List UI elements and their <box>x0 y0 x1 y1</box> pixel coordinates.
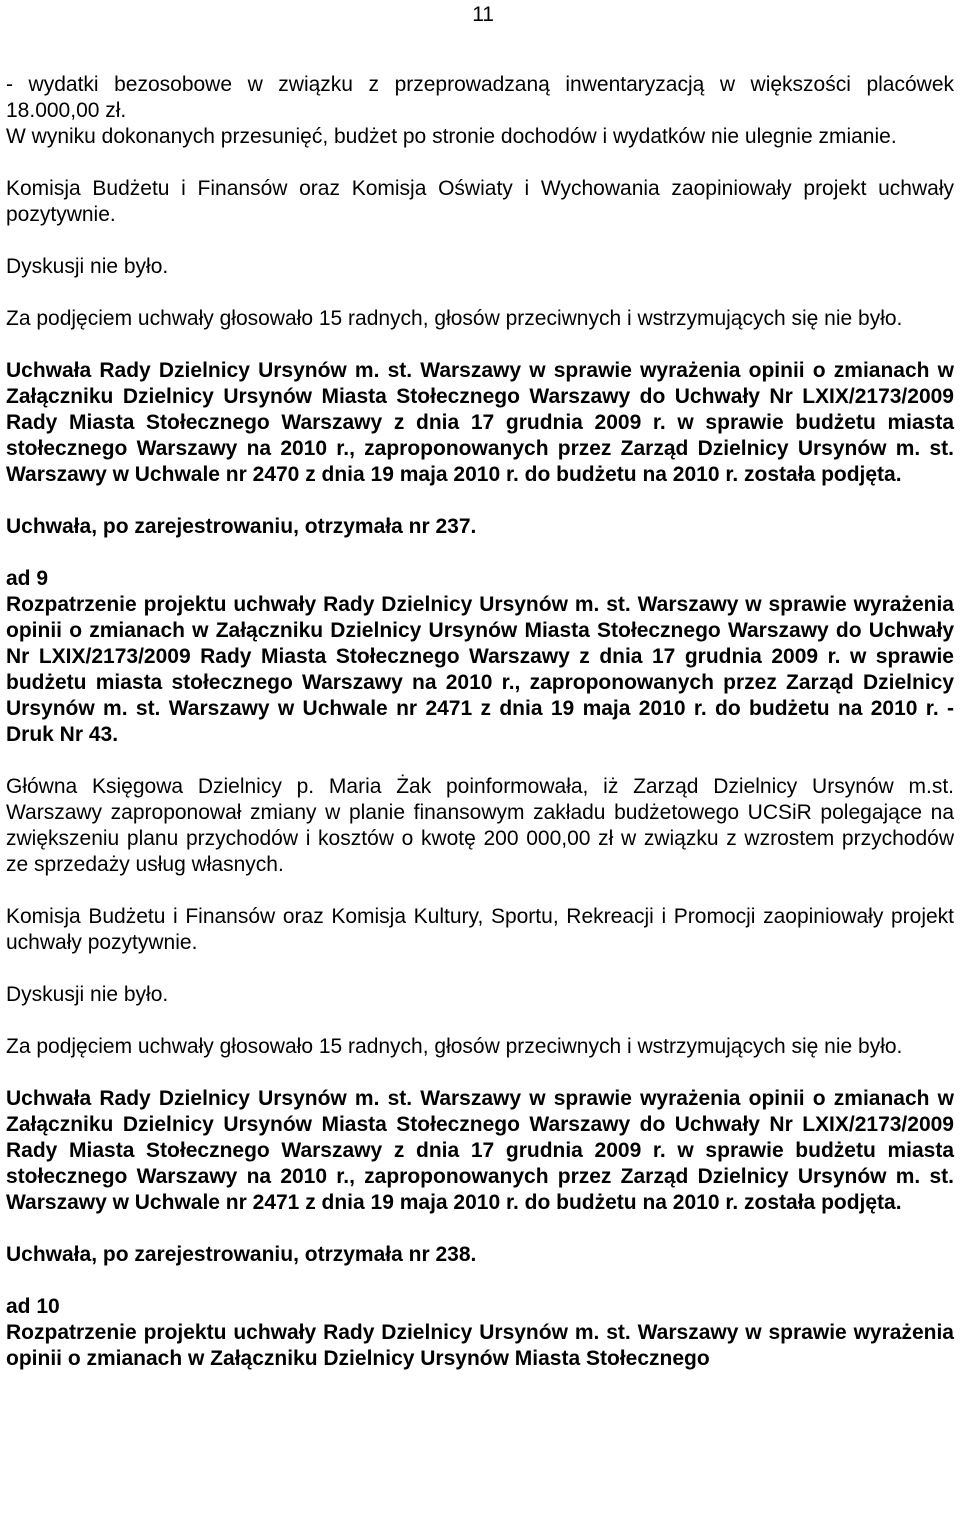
page-number: 11 <box>472 3 494 26</box>
committee-opinion: Komisja Budżetu i Finansów oraz Komisja Kultury, Sportu, Rekreacji i Promocji zaopiniowały projekt uchwały pozytywnie. <box>6 905 954 954</box>
intro-budget-line: W wyniku dokonanych przesunięć, budżet po stronie dochodów i wydatków nie ulegnie zmianie. <box>6 125 897 148</box>
resolution-number: Uchwała, po zarejestrowaniu, otrzymała nr 237. <box>6 515 477 538</box>
resolution-number: Uchwała, po zarejestrowaniu, otrzymała nr 238. <box>6 1243 477 1266</box>
resolution-text: Uchwała Rady Dzielnicy Ursynów m. st. Warszawy w sprawie wyrażenia opinii o zmianach w Załączniku Dzielnicy Ursynów Miasta Stołecznego Warszawy do Uchwały Nr LXIX/2173/2009 Rady Miasta Stołecznego Warszawy z dnia 17 grudnia 2009 r. w sprawie budżetu miasta stołecznego Warszawy na 2010 r., zaproponowanych przez Zarząd Dzielnicy Ursynów m. st. Warszawy w Uchwale nr 2471 z dnia 19 maja 2010 r. do budżetu na 2010 r. została podjęta. <box>6 1087 954 1214</box>
committee-opinion: Komisja Budżetu i Finansów oraz Komisja Oświaty i Wychowania zaopiniowały projekt uchwały pozytywnie. <box>6 177 954 226</box>
vote-result: Za podjęciem uchwały głosowało 15 radnych, głosów przeciwnych i wstrzymujących się nie było. <box>6 307 903 330</box>
agenda-title-ad9: Rozpatrzenie projektu uchwały Rady Dzielnicy Ursynów m. st. Warszawy w sprawie wyrażenia opinii o zmianach w Załączniku Dzielnicy Ursynów Miasta Stołecznego Warszawy do Uchwały Nr LXIX/2173/2009 Rady Miasta Stołecznego Warszawy z dnia 17 grudnia 2009 r. w sprawie budżetu miasta stołecznego Warszawy na 2010 r., zaproponowanych przez Zarząd Dzielnicy Ursynów m. st. Warszawy w Uchwale nr 2471 z dnia 19 maja 2010 r. do budżetu na 2010 r. - Druk Nr 43. <box>6 593 954 746</box>
accountant-info: Główna Księgowa Dzielnicy p. Maria Żak poinformowała, iż Zarząd Dzielnicy Ursynów m.st. Warszawy zaproponował zmiany w planie finansowym zakładu budżetowego UCSiR polegające na zwiększeniu planu przychodów i kosztów o kwotę 200 000,00 zł w związku z wzrostem przychodów ze sprzedaży usług własnych. <box>6 775 954 876</box>
intro-expense-line: - wydatki bezosobowe w związku z przeprowadzaną inwentaryzacją w większości placówek 18.000,00 zł. <box>6 73 954 122</box>
discussion-note: Dyskusji nie było. <box>6 255 169 278</box>
agenda-heading-ad10: ad 10 <box>6 1295 60 1318</box>
discussion-note: Dyskusji nie było. <box>6 983 169 1006</box>
agenda-heading-ad9: ad 9 <box>6 567 49 590</box>
document-body <box>6 72 954 1372</box>
vote-result: Za podjęciem uchwały głosowało 15 radnych, głosów przeciwnych i wstrzymujących się nie było. <box>6 1035 903 1058</box>
agenda-title-ad10: Rozpatrzenie projektu uchwały Rady Dzielnicy Ursynów m. st. Warszawy w sprawie wyrażenia opinii o zmianach w Załączniku Dzielnicy Ursynów Miasta Stołecznego <box>6 1321 954 1370</box>
resolution-text: Uchwała Rady Dzielnicy Ursynów m. st. Warszawy w sprawie wyrażenia opinii o zmianach w Załączniku Dzielnicy Ursynów Miasta Stołecznego Warszawy do Uchwały Nr LXIX/2173/2009 Rady Miasta Stołecznego Warszawy z dnia 17 grudnia 2009 r. w sprawie budżetu miasta stołecznego Warszawy na 2010 r., zaproponowanych przez Zarząd Dzielnicy Ursynów m. st. Warszawy w Uchwale nr 2470 z dnia 19 maja 2010 r. do budżetu na 2010 r. została podjęta. <box>6 359 954 486</box>
